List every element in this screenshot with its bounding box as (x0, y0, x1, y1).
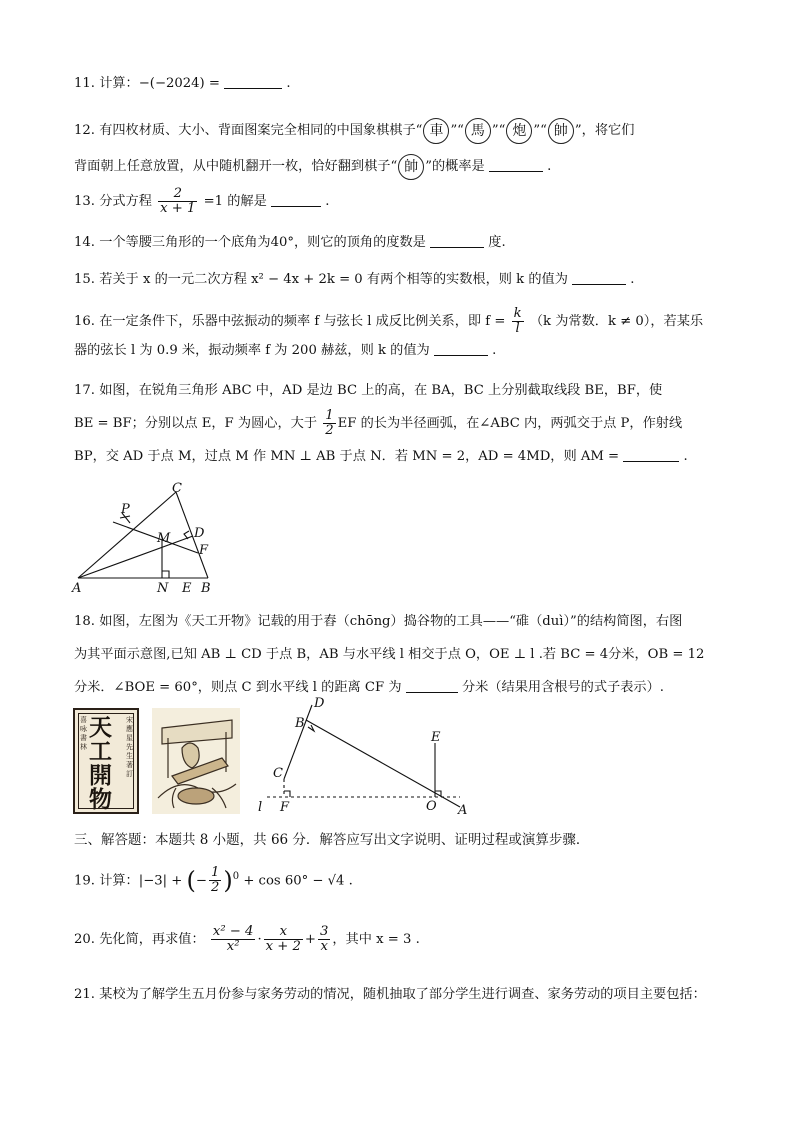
question-number: 17. (74, 383, 95, 398)
label-N: N (157, 581, 169, 596)
question-number: 12. (74, 123, 95, 138)
chess-piece-che: 車 (423, 118, 449, 144)
triangle-figure (68, 480, 228, 596)
label-D: D (194, 526, 205, 541)
question-number: 20. (74, 932, 95, 947)
chess-piece-shuai: 帥 (548, 118, 574, 144)
pounding-tool-illustration (152, 708, 240, 814)
answer-blank[interactable] (623, 447, 679, 462)
question-text: 计算：−(−2024) = (99, 76, 220, 91)
question-21: 21. 某校为了解学生五月份参与家务劳动的情况，随机抽取了部分学生进行调查、家务劳动的项目主要包括： (74, 987, 706, 1002)
label-F: F (199, 543, 209, 558)
question-14: 14. 一个等腰三角形的一个底角为40°，则它的顶角的度数是 度. (74, 235, 506, 250)
label-B: B (201, 581, 211, 596)
question-number: 14. (74, 235, 95, 250)
book-title-text: 天工開物 (89, 714, 112, 813)
question-number: 21. (74, 987, 95, 1002)
label-M: M (157, 531, 171, 546)
question-11: 11. 计算：−(−2024) = . (74, 76, 291, 91)
answer-blank[interactable] (406, 678, 458, 693)
section-3-title: 三、解答题：本题共 8 小题，共 66 分．解答应写出文字说明、证明过程或演算步骤． (74, 832, 590, 848)
fraction: $\frac{k}{l}$ (513, 306, 522, 336)
question-number: 18. (74, 614, 95, 629)
chess-piece-pao: 炮 (506, 118, 532, 144)
answer-blank[interactable] (489, 157, 543, 172)
question-number: 19. (74, 873, 95, 889)
fraction: $\frac{\text{x² − 4}}{\text{x²}}$ (212, 924, 254, 954)
question-number: 15. (74, 272, 95, 287)
book-side-right-text: 宋應星先生著訂 (126, 716, 133, 778)
label-P: P (121, 502, 130, 517)
question-number: 13. (74, 194, 95, 209)
question-17: 17. 如图，在锐角三角形 ABC 中，AD 是边 BC 上的高，在 BA，BC 上分别截取线段 BE，BF，使 BE = BF；分别以点 E，F 为圆心，大于 $\frac{1}{2}$ EF 的长为半径画弧，在∠ABC 内，两弧交于点 P，作射线 BP，交 AD 于点 M，过点 M 作 MN ⊥ AB 于点 N．若 MN = 2，AD = 4MD，则 AM = . (74, 383, 688, 464)
fraction: $\frac{3}{x}$ (319, 924, 329, 954)
fraction: $\frac{1}{2}$ (210, 865, 220, 896)
question-16: 16. 在一定条件下，乐器中弦振动的频率 f 与弦长 l 成反比例关系，即 f = $\frac{k}{l}$ （k 为常数．k ≠ 0），若某乐 器的弦长 l 为 0.9 米，振动频率 f 为 200 赫兹，则 k 的值为 . (74, 306, 704, 358)
label-l: l (258, 800, 263, 815)
label-O: O (426, 799, 437, 814)
question-12: 12. 有四枚材质、大小、背面图案完全相同的中国象棋棋子“ 車 ”“ 馬 ”“ 炮 ”“ 帥 ”，将它们 背面朝上任意放置，从中随机翻开一枚，恰好翻到棋子“ 帥 ”的概率是 . (74, 113, 724, 185)
fraction: $\frac{2}{x + 1}$ (160, 186, 196, 216)
question-number: 11. (74, 76, 95, 91)
answer-blank[interactable] (271, 192, 321, 207)
question-20: 20. 先化简，再求值： $\frac{\text{x² − 4}}{\text{x²}}$ · $\frac{x}{x + 2}$ + $\frac{3}{x}$ ，其中 x = 3 . (74, 924, 420, 954)
answer-blank[interactable] (224, 74, 282, 89)
chess-piece-shuai: 帥 (398, 154, 424, 180)
book-cover-image (73, 708, 139, 814)
label-A: A (72, 581, 82, 596)
chess-piece-ma: 馬 (465, 118, 491, 144)
question-15: 15. 若关于 x 的一元二次方程 x² − 4x + 2k = 0 有两个相等的实数根，则 k 的值为 . (74, 272, 635, 287)
label-A: A (458, 803, 468, 818)
label-C: C (172, 481, 182, 496)
question-number: 16. (74, 314, 95, 329)
fraction: $\frac{1}{2}$ (325, 408, 334, 438)
fraction: $\frac{x}{x + 2}$ (265, 924, 301, 954)
book-side-left-text: 喜咏書林 (80, 716, 87, 751)
question-18: 18. 如图，左图为《天工开物》记载的用于舂（chōng）捣谷物的工具——“碓（duì）”的结构简图，右图 为其平面示意图,已知 AB ⊥ CD 于点 B，AB 与水平线 l 相交于点 O，OE ⊥ l .若 BC = 4分米，OB = 12 分米．∠BOE = 60°，则点 C 到水平线 l 的距离 CF 为 分米（结果用含根号的式子表示）. (74, 614, 705, 695)
label-E: E (182, 581, 192, 596)
label-C: C (273, 766, 283, 781)
question-19: 19. 计算：|−3| + (− $\frac{1}{2}$ )$^0$ + cos 60° − √4 . (74, 865, 353, 896)
label-F: F (280, 800, 290, 815)
question-13: 13. 分式方程 $\frac{2}{x + 1}$ =1 的解是 . (74, 186, 330, 216)
answer-blank[interactable] (434, 341, 488, 356)
plane-diagram (250, 695, 475, 820)
answer-blank[interactable] (430, 233, 484, 248)
label-E: E (431, 730, 441, 745)
answer-blank[interactable] (572, 270, 626, 285)
label-D: D (314, 696, 325, 711)
label-B: B (295, 716, 305, 731)
